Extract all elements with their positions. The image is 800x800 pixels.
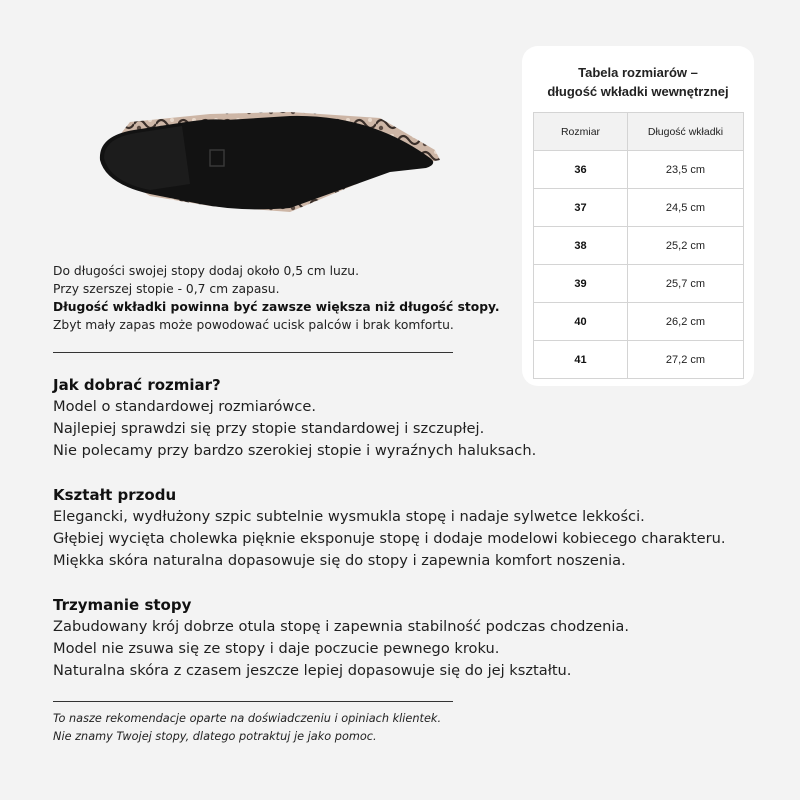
size-cell: 36 [534, 151, 628, 189]
section-heading: Kształt przodu [53, 486, 177, 504]
size-cell: 38 [534, 227, 628, 265]
header-size: Rozmiar [534, 113, 628, 151]
disclaimer-line: To nasze rekomendacje oparte na doświadczeniu i opiniach klientek. [53, 712, 442, 725]
table-row [534, 341, 744, 379]
table-row [534, 189, 744, 227]
length-cell: 25,2 cm [628, 227, 744, 265]
table-row [534, 265, 744, 303]
size-cell: 37 [534, 189, 628, 227]
section-line: Najlepiej sprawdzi się przy stopie standardowej i szczupłej. [53, 420, 485, 437]
size-cell: 40 [534, 303, 628, 341]
size-chart-title [522, 63, 754, 101]
divider [53, 701, 453, 702]
table-row [534, 303, 744, 341]
section-heading: Jak dobrać rozmiar? [53, 376, 221, 394]
fit-note-line: Zbyt mały zapas może powodować ucisk palców i brak komfortu. [53, 318, 454, 332]
size-chart-title-line: długość wkładki wewnętrznej [547, 84, 729, 99]
length-cell: 23,5 cm [628, 151, 744, 189]
divider [53, 352, 453, 353]
fit-note [53, 262, 513, 334]
table-header-row [534, 113, 744, 151]
fit-note-emphasis: Długość wkładki powinna być zawsze większa niż długość stopy. [53, 300, 500, 314]
size-cell: 39 [534, 265, 628, 303]
fit-note-line: Przy szerszej stopie - 0,7 cm zapasu. [53, 282, 280, 296]
table-row [534, 151, 744, 189]
section-line: Miękka skóra naturalna dopasowuje się do stopy i zapewnia komfort noszenia. [53, 552, 626, 569]
section-line: Model nie zsuwa się ze stopy i daje poczucie pewnego kroku. [53, 640, 500, 657]
size-cell: 41 [534, 341, 628, 379]
disclaimer-line: Nie znamy Twojej stopy, dlatego potraktuj je jako pomoc. [53, 730, 377, 743]
length-cell: 26,2 cm [628, 303, 744, 341]
length-cell: 25,7 cm [628, 265, 744, 303]
size-chart-title-line: Tabela rozmiarów – [578, 65, 698, 80]
length-cell: 27,2 cm [628, 341, 744, 379]
section-foot-hold [53, 594, 793, 682]
header-length: Długość wkładki [628, 113, 744, 151]
size-chart-table [533, 112, 744, 379]
size-chart-card [522, 46, 754, 386]
table-row [534, 227, 744, 265]
shoe-sole-image [90, 100, 465, 230]
section-line: Elegancki, wydłużony szpic subtelnie wysmukla stopę i nadaje sylwetce lekkości. [53, 508, 645, 525]
section-line: Nie polecamy przy bardzo szerokiej stopie i wyraźnych haluksach. [53, 442, 537, 459]
section-toe-shape [53, 484, 793, 572]
section-heading: Trzymanie stopy [53, 596, 192, 614]
fit-note-line: Do długości swojej stopy dodaj około 0,5 cm luzu. [53, 264, 359, 278]
section-line: Głębiej wycięta cholewka pięknie eksponuje stopę i dodaje modelowi kobiecego charakteru. [53, 530, 726, 547]
section-size-advice [53, 374, 793, 462]
section-line: Model o standardowej rozmiarówce. [53, 398, 316, 415]
section-line: Zabudowany krój dobrze otula stopę i zapewnia stabilność podczas chodzenia. [53, 618, 629, 635]
section-line: Naturalna skóra z czasem jeszcze lepiej dopasowuje się do jej kształtu. [53, 662, 572, 679]
length-cell: 24,5 cm [628, 189, 744, 227]
disclaimer [53, 710, 553, 746]
